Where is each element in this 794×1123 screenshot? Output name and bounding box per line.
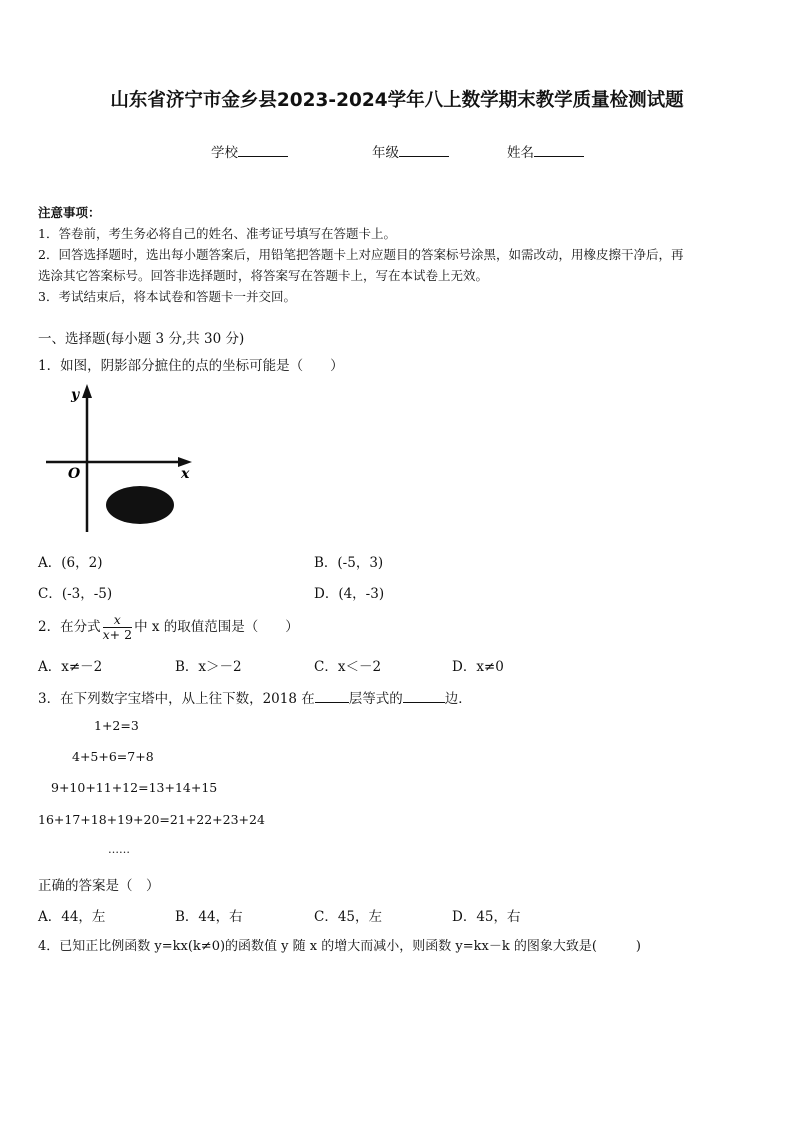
q3-option-d: D．45，右 bbox=[452, 909, 521, 925]
notes-heading: 注意事项： bbox=[38, 205, 101, 220]
origin-label: O bbox=[68, 466, 81, 482]
q3-option-b: B．44，右 bbox=[175, 909, 243, 925]
grade-field bbox=[372, 141, 449, 161]
grade-label: 年级 bbox=[372, 145, 399, 161]
y-axis-arrow bbox=[82, 384, 92, 398]
q2-option-b: B．x＞－2 bbox=[175, 659, 242, 675]
q2-stem-post: 中 x 的取值范围是（ ） bbox=[134, 619, 299, 635]
q1-option-a: A．(6，2) bbox=[38, 555, 103, 571]
q3-side-blank bbox=[403, 688, 445, 703]
q3-stem-a: 3．在下列数字宝塔中，从上往下数，2018 在 bbox=[38, 691, 315, 707]
q3-stem-c: 边． bbox=[444, 691, 472, 707]
q2-stem bbox=[38, 609, 299, 645]
q1-option-c: C．(-3，-5) bbox=[38, 586, 113, 602]
q1-stem: 1．如图，阴影部分摭住的点的坐标可能是（ ） bbox=[38, 358, 344, 374]
q2-fraction-numerator: x bbox=[103, 613, 132, 628]
school-blank bbox=[238, 142, 288, 157]
notes-item-2-cont: 选涂其它答案标号。回答非选择题时，将答案写在答题卡上，写在本试卷上无效。 bbox=[38, 268, 489, 283]
shaded-region bbox=[106, 486, 174, 524]
grade-blank bbox=[399, 142, 449, 157]
pyramid-row-4: 16+17+18+19+20=21+22+23+24 bbox=[38, 812, 265, 827]
q2-fraction bbox=[103, 613, 132, 642]
q2-option-d: D．x≠0 bbox=[452, 659, 504, 675]
q4-stem: 4．已知正比例函数 y=kx(k≠0)的函数值 y 随 x 的增大而减小，则函数 y=kx－k 的图象大致是( ) bbox=[38, 939, 641, 954]
pyramid-ellipsis: …… bbox=[108, 843, 130, 856]
q2-option-a: A．x≠－2 bbox=[38, 659, 103, 675]
school-field bbox=[211, 141, 288, 161]
pyramid-row-1: 1+2=3 bbox=[94, 718, 139, 733]
q1-option-b: B．(-5，3) bbox=[314, 555, 384, 571]
q2-denominator-rest: + 2 bbox=[109, 627, 133, 642]
q1-coordinate-graph bbox=[40, 382, 200, 537]
q3-option-c: C．45，左 bbox=[314, 909, 383, 925]
x-axis-label: x bbox=[181, 466, 190, 482]
pyramid-row-3: 9+10+11+12=13+14+15 bbox=[51, 780, 218, 795]
name-field bbox=[507, 141, 584, 161]
notes-item-1: 1．答卷前，考生务必将自己的姓名、准考证号填写在答题卡上。 bbox=[38, 226, 396, 241]
notes-item-3: 3．考试结束后，将本试卷和答题卡一并交回。 bbox=[38, 289, 296, 304]
q2-denominator-var: x bbox=[102, 627, 110, 642]
q3-option-a: A．44，左 bbox=[38, 909, 106, 925]
name-label: 姓名 bbox=[507, 145, 534, 161]
pyramid-row-2: 4+5+6=7+8 bbox=[72, 749, 154, 764]
q3-stem-b: 层等式的 bbox=[348, 691, 403, 707]
name-blank bbox=[534, 142, 584, 157]
q1-option-d: D．(4，-3) bbox=[314, 586, 385, 602]
page-title: 山东省济宁市金乡县2023-2024学年八上数学期末教学质量检测试题 bbox=[110, 90, 684, 111]
q2-stem-pre: 2．在分式 bbox=[38, 619, 101, 635]
notes-item-2: 2．回答选择题时，选出每小题答案后，用铅笔把答题卡上对应题目的答案标号涂黑，如需改动，用橡皮擦干净后，再 bbox=[38, 247, 684, 262]
q3-layer-blank bbox=[315, 688, 349, 703]
q2-option-c: C．x＜－2 bbox=[314, 659, 382, 675]
q2-fraction-denominator bbox=[103, 628, 132, 642]
section-heading: 一、选择题(每小题 3 分,共 30 分) bbox=[38, 331, 245, 347]
school-label: 学校 bbox=[211, 145, 238, 161]
q3-answer-prompt: 正确的答案是（ ） bbox=[38, 878, 160, 894]
q3-stem bbox=[38, 687, 472, 707]
y-axis-label: y bbox=[71, 387, 80, 403]
